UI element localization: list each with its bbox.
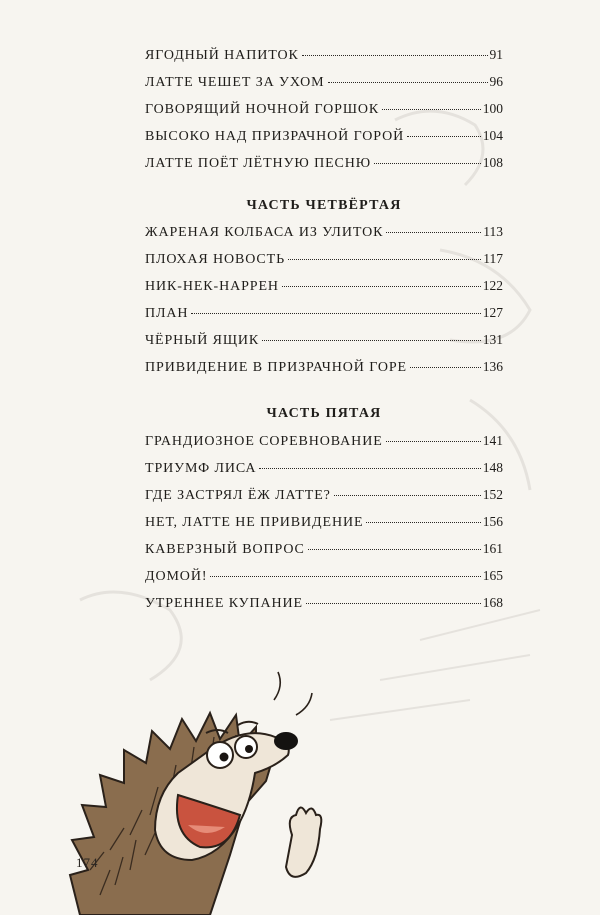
toc-entry-title: ПЛОХАЯ НОВОСТЬ [145, 252, 286, 267]
toc-entry-page: 131 [482, 332, 503, 347]
toc-entry[interactable] [145, 74, 503, 100]
toc-entry-title: ВЫСОКО НАД ПРИЗРАЧНОЙ ГОРОЙ [145, 129, 405, 144]
toc-entry-title: ГОВОРЯЩИЙ НОЧНОЙ ГОРШОК [145, 102, 380, 117]
dot-leader [302, 55, 488, 56]
page-number: 174 [76, 855, 99, 870]
toc-entry-page: 104 [482, 128, 503, 143]
dot-leader [386, 441, 481, 442]
toc-entry[interactable] [145, 101, 503, 127]
toc-entry-title: ГРАНДИОЗНОЕ СОРЕВНОВАНИЕ [145, 434, 383, 449]
dot-leader [259, 468, 480, 469]
part-four-heading: ЧАСТЬ ЧЕТВЁРТАЯ [246, 198, 402, 213]
toc-entry[interactable] [145, 541, 503, 567]
dot-leader [407, 136, 481, 137]
toc-entry-page: 91 [489, 47, 503, 62]
toc-entry[interactable] [145, 278, 503, 304]
hedgehog-illustration [60, 655, 330, 915]
toc-entry[interactable] [145, 47, 503, 73]
dot-leader [366, 522, 480, 523]
dot-leader [191, 313, 480, 314]
toc-entry-title: ГДЕ ЗАСТРЯЛ ЁЖ ЛАТТЕ? [145, 488, 331, 503]
toc-entry-title: ЛАТТЕ ЧЕШЕТ ЗА УХОМ [145, 75, 325, 90]
toc-entry-page: 141 [482, 433, 503, 448]
dot-leader [282, 286, 481, 287]
toc-entry-title: ПЛАН [145, 306, 189, 321]
toc-entry-title: КАВЕРЗНЫЙ ВОПРОС [145, 542, 305, 557]
dot-leader [262, 340, 481, 341]
toc-entry-page: 117 [483, 251, 503, 266]
toc-entry[interactable] [145, 359, 503, 385]
toc-entry-title: ПРИВИДЕНИЕ В ПРИЗРАЧНОЙ ГОРЕ [145, 360, 407, 375]
toc-entry[interactable] [145, 128, 503, 154]
dot-leader [410, 367, 481, 368]
toc-entry-page: 136 [482, 359, 503, 374]
toc-entry-title: ТРИУМФ ЛИСА [145, 461, 257, 476]
dot-leader [288, 259, 481, 260]
toc-entry[interactable] [145, 224, 503, 250]
toc-entry[interactable] [145, 514, 503, 540]
toc-entry-title: ДОМОЙ! [145, 569, 208, 584]
toc-entry[interactable] [145, 460, 503, 486]
toc-entry-page: 122 [482, 278, 503, 293]
part-five-heading: ЧАСТЬ ПЯТАЯ [266, 406, 382, 421]
toc-entry-title: ЧЁРНЫЙ ЯЩИК [145, 333, 260, 348]
toc-entry[interactable] [145, 305, 503, 331]
toc-entry-page: 100 [482, 101, 503, 116]
toc-entry-title: ЯГОДНЫЙ НАПИТОК [145, 48, 299, 63]
toc-entry[interactable] [145, 332, 503, 358]
dot-leader [382, 109, 481, 110]
toc-entry[interactable] [145, 251, 503, 277]
dot-leader [328, 82, 488, 83]
toc-entry-page: 108 [482, 155, 503, 170]
toc-entry-page: 165 [482, 568, 503, 583]
toc-entry[interactable] [145, 433, 503, 459]
toc-entry[interactable] [145, 595, 503, 621]
toc-entry-title: НЕТ, ЛАТТЕ НЕ ПРИВИДЕНИЕ [145, 515, 364, 530]
dot-leader [210, 576, 480, 577]
toc-entry-page: 96 [489, 74, 503, 89]
toc-entry-page: 148 [482, 460, 503, 475]
toc-entry-page: 113 [483, 224, 503, 239]
toc-entry-page: 168 [482, 595, 503, 610]
toc-entry-page: 161 [482, 541, 503, 556]
toc-entry-title: ЖАРЕНАЯ КОЛБАСА ИЗ УЛИТОК [145, 225, 384, 240]
toc-entry-title: НИК-НЕК-НАРРЕН [145, 279, 279, 294]
dot-leader [374, 163, 481, 164]
dot-leader [308, 549, 481, 550]
toc-entry-page: 152 [482, 487, 503, 502]
toc-entry-title: ЛАТТЕ ПОЁТ ЛЁТНУЮ ПЕСНЮ [145, 156, 372, 171]
toc-entry-title: УТРЕННЕЕ КУПАНИЕ [145, 596, 303, 611]
toc-entry[interactable] [145, 487, 503, 513]
toc-entry[interactable] [145, 568, 503, 594]
dot-leader [386, 232, 481, 233]
dot-leader [334, 495, 481, 496]
toc-entry-page: 127 [482, 305, 503, 320]
dot-leader [306, 603, 481, 604]
toc-entry[interactable] [145, 155, 503, 181]
toc-entry-page: 156 [482, 514, 503, 529]
